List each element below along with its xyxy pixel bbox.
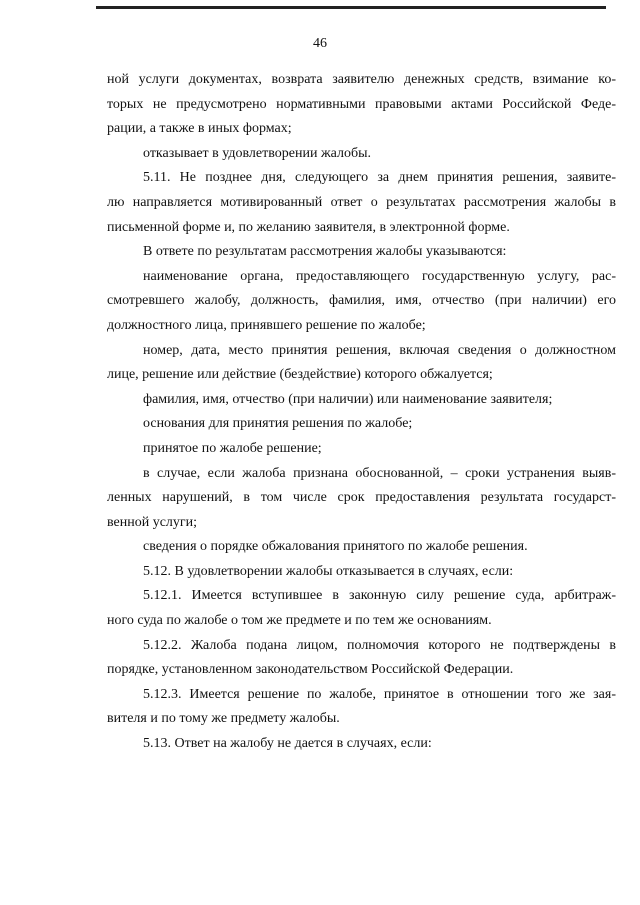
text-line: 5.11. Не позднее дня, следующего за днем принятия решения, заявите- — [143, 170, 616, 186]
text-line: смотревшего жалобу, должность, фамилия, имя, отчество (при наличии) его — [107, 293, 616, 309]
text-line: сведения о порядке обжалования принятого по жалобе решения. — [143, 539, 528, 555]
page-number: 46 — [313, 36, 327, 51]
top-rule — [96, 6, 606, 9]
text-line: отказывает в удовлетворении жалобы. — [143, 145, 371, 161]
text-line: принятое по жалобе решение; — [143, 440, 322, 456]
text-line: должностного лица, принявшего решение по жалобе; — [107, 317, 426, 333]
text-line: лице, решение или действие (бездействие) которого обжалуется; — [107, 367, 493, 383]
text-line: лю направляется мотивированный ответ о результатах рассмотрения жалобы в — [107, 194, 616, 210]
text-line: рации, а также в иных формах; — [107, 121, 292, 137]
text-line: наименование органа, предоставляющего государственную услугу, рас- — [143, 268, 616, 284]
text-line: вителя и по тому же предмету жалобы. — [107, 711, 340, 727]
text-line: основания для принятия решения по жалобе; — [143, 416, 413, 432]
text-line: в случае, если жалоба признана обоснованной, – сроки устранения выяв- — [143, 465, 616, 481]
text-line: 5.12.2. Жалоба подана лицом, полномочия которого не подтверждены в — [143, 637, 616, 653]
document-body — [107, 68, 616, 757]
text-line: венной услуги; — [107, 514, 198, 530]
text-line: 5.12.3. Имеется решение по жалобе, принятое в отношении того же зая- — [143, 686, 616, 702]
text-line: номер, дата, место принятия решения, включая сведения о должностном — [143, 342, 616, 358]
text-line: 5.13. Ответ на жалобу не дается в случаях, если: — [143, 736, 432, 752]
text-line: 5.12.1. Имеется вступившее в законную силу решение суда, арбитраж- — [143, 588, 616, 604]
text-line: В ответе по результатам рассмотрения жалобы указываются: — [143, 244, 507, 260]
text-line: торых не предусмотрено нормативными правовыми актами Российской Феде- — [107, 96, 616, 112]
text-line: фамилия, имя, отчество (при наличии) или наименование заявителя; — [143, 391, 553, 407]
text-line: ного суда по жалобе о том же предмете и по тем же основаниям. — [107, 613, 492, 629]
text-line: ной услуги документах, возврата заявителю денежных средств, взимание ко- — [107, 72, 616, 87]
text-line: письменной форме и, по желанию заявителя, в электронной форме. — [107, 219, 510, 235]
text-line: 5.12. В удовлетворении жалобы отказывается в случаях, если: — [143, 563, 514, 579]
text-line: ленных нарушений, в том числе срок предоставления результата государст- — [107, 490, 616, 506]
text-line: порядке, установленном законодательством Российской Федерации. — [107, 662, 514, 678]
